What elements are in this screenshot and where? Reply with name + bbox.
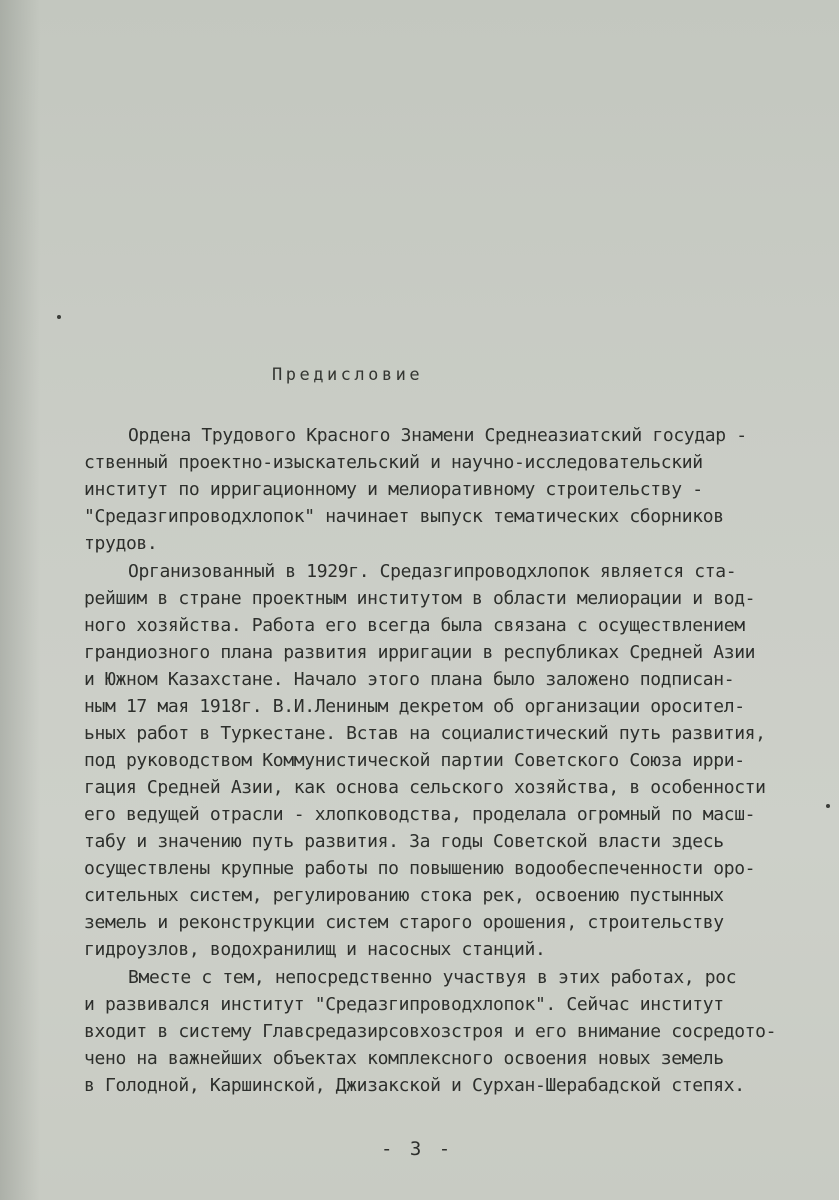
- paragraph-line: осуществлены крупные работы по повышению водообеспеченности оро-: [84, 858, 756, 879]
- paragraph-line: в Голодной, Каршинской, Джизакской и Сурхан-Шерабадской степях.: [84, 1075, 745, 1096]
- paragraph-line: ного хозяйства. Работа его всегда была связана с осуществлением: [84, 615, 745, 636]
- paragraph-line: ственный проектно-изыскательский и научно-исследовательский: [84, 452, 703, 473]
- paragraph-line: Организованный в 1929г. Средазгипроводхлопок является ста-: [128, 561, 737, 582]
- paragraph-line: "Средазгипроводхлопок" начинает выпуск тематических сборников: [84, 506, 724, 527]
- paragraph-line: земель и реконструкции систем старого орошения, строительству: [84, 912, 724, 933]
- ink-speck: [826, 804, 830, 808]
- paragraph-line: его ведущей отрасли - хлопководства, проделала огромный по масш-: [84, 804, 756, 825]
- ink-speck: [57, 315, 61, 319]
- page-title: Предисловие: [272, 365, 424, 385]
- paragraph-line: под руководством Коммунистической партии Советского Союза ирри-: [84, 750, 745, 771]
- page-number: - 3 -: [381, 1138, 454, 1160]
- paragraph-line: Вместе с тем, непосредственно участвуя в этих работах, рос: [128, 967, 737, 988]
- paragraph-line: гидроузлов, водохранилищ и насосных станций.: [84, 939, 546, 960]
- paragraph-line: табу и значению путь развития. За годы Советской власти здесь: [84, 831, 724, 852]
- paragraph-line: и развивался институт "Средазгипроводхлопок". Сейчас институт: [84, 994, 724, 1015]
- paragraph-line: ьных работ в Туркестане. Встав на социалистический путь развития,: [84, 723, 766, 744]
- page-edge-shadow: [0, 0, 40, 1200]
- paragraph-line: трудов.: [84, 533, 158, 554]
- paragraph-line: сительных систем, регулированию стока рек, освоению пустынных: [84, 885, 724, 906]
- paragraph-line: грандиозного плана развития ирригации в республиках Средней Азии: [84, 642, 756, 663]
- paragraph-line: рейшим в стране проектным институтом в области мелиорации и вод-: [84, 588, 756, 609]
- paragraph-line: институт по ирригационному и мелиоративному строительству -: [84, 479, 703, 500]
- paragraph-line: ным 17 мая 1918г. В.И.Лениным декретом об организации оросител-: [84, 696, 745, 717]
- paragraph-line: входит в систему Главсредазирсовхозстроя и его внимание сосредото-: [84, 1021, 777, 1042]
- paragraph-line: гация Средней Азии, как основа сельского хозяйства, в особенности: [84, 777, 766, 798]
- paragraph-line: Ордена Трудового Красного Знамени Среднеазиатский государ -: [128, 425, 747, 446]
- paragraph-line: и Южном Казахстане. Начало этого плана было заложено подписан-: [84, 669, 735, 690]
- paragraph-line: чено на важнейших объектах комплексного освоения новых земель: [84, 1048, 724, 1069]
